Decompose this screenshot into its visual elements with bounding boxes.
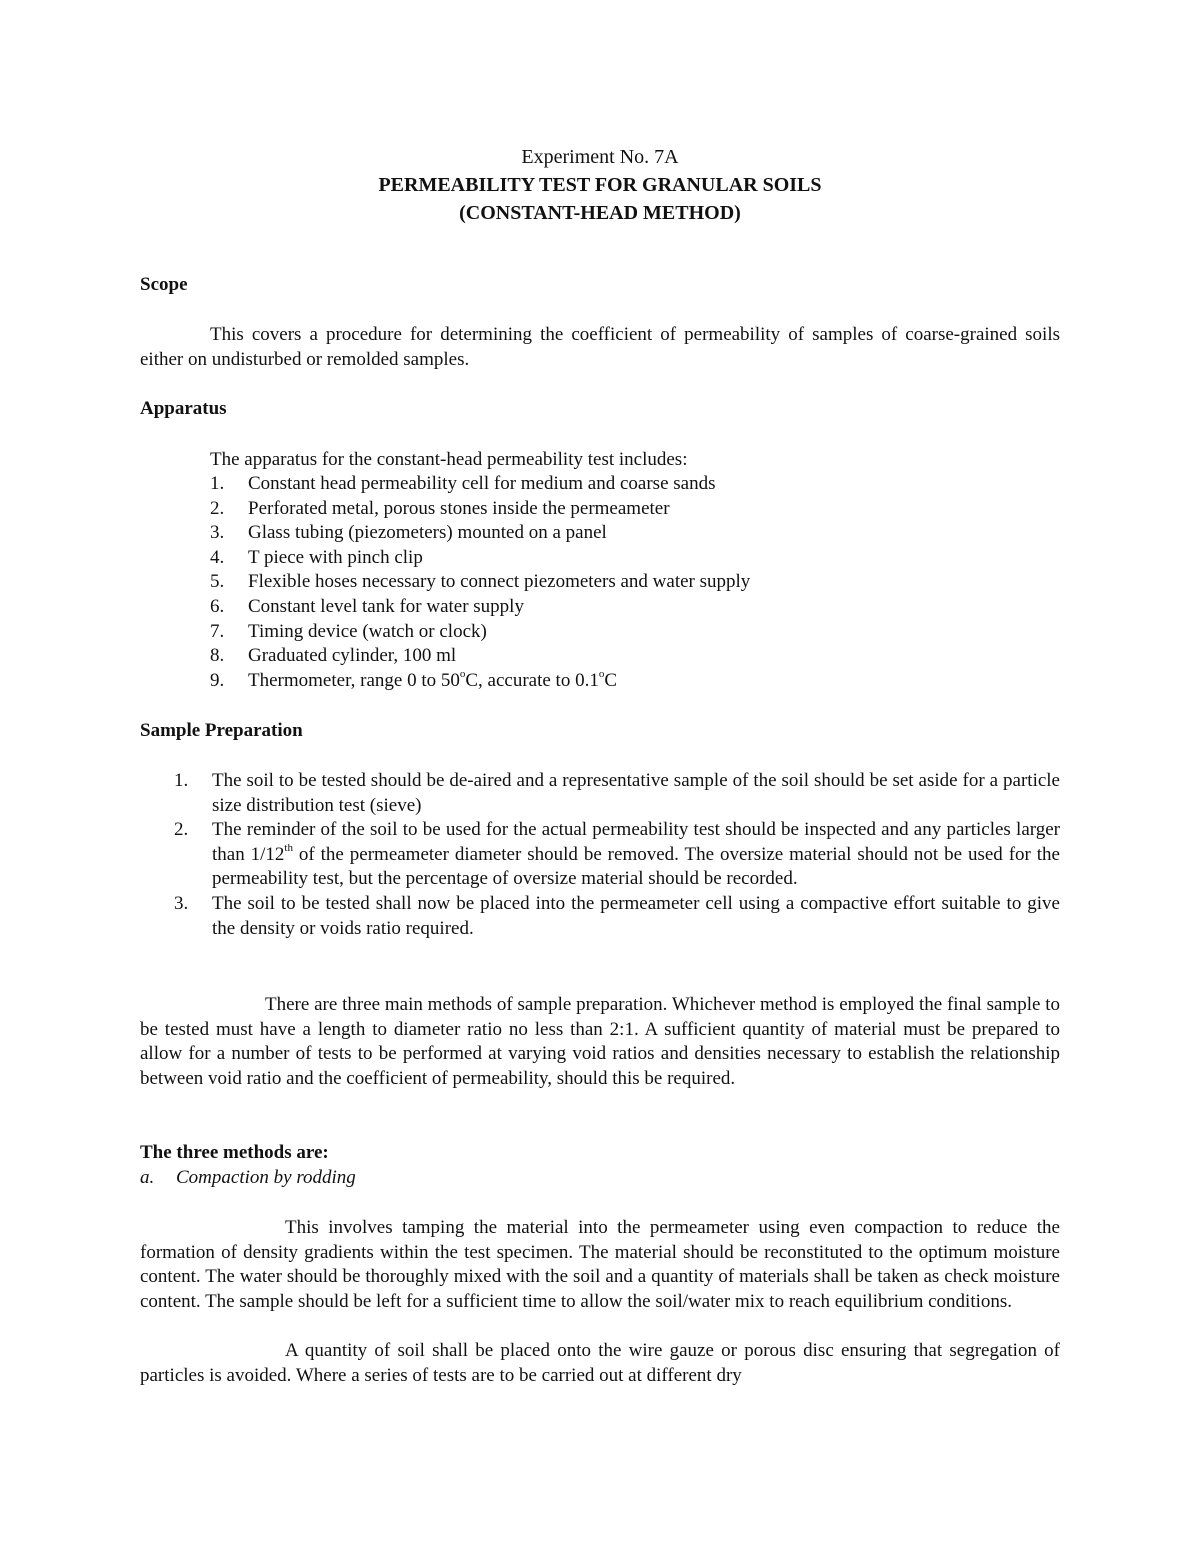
scope-heading: Scope [140,274,188,295]
list-item: 1. The soil to be tested should be de-aired and a representative sample of the soil should be set aside for a particle size distribution test (sieve) [174,770,1060,816]
list-item: 4. T piece with pinch clip [210,546,423,568]
apparatus-list [140,472,1060,693]
title-block [140,143,1060,227]
list-item: 5. Flexible hoses necessary to connect piezometers and water supply [210,571,751,593]
sample-preparation-heading: Sample Preparation [140,720,303,741]
list-item: 2. The reminder of the soil to be used for the actual permeability test should be inspected and any particles larger than 1/12th of the permeameter diameter should be removed. The oversize material should not be used for the permeability test, but the percentage of oversize material should be recorded. [174,819,1060,890]
document-subtitle: (CONSTANT-HEAD METHOD) [459,202,741,224]
experiment-number: Experiment No. 7A [521,146,679,168]
apparatus-intro: The apparatus for the constant-head permeability test includes: [210,449,688,470]
rodding-paragraph-2: A quantity of soil shall be placed onto the wire gauze or porous disc ensuring that segregation of particles is avoided. Where a series of tests are to be carried out at different dry [140,1340,1060,1386]
method-a-title: a. Compaction by rodding [140,1167,356,1188]
list-item: 1. Constant head permeability cell for medium and coarse sands [210,473,716,494]
list-item: 6. Constant level tank for water supply [210,595,524,617]
list-item: 8. Graduated cylinder, 100 ml [210,645,457,667]
three-methods-heading: The three methods are: [140,1142,329,1163]
list-item: 2. Perforated metal, porous stones inside the permeameter [210,497,670,519]
scope-paragraph: This covers a procedure for determining the coefficient of permeability of samples of coarse-grained soils either on undisturbed or remolded samples. [140,324,1060,370]
list-item: 3. The soil to be tested shall now be placed into the permeameter cell using a compactive effort suitable to give the density or voids ratio required. [174,892,1060,939]
sample-preparation-list [140,769,1060,941]
sample-preparation-paragraph: There are three main methods of sample preparation. Whichever method is employed the final sample to be tested must have a length to diameter ratio no less than 2:1. A sufficient quantity of material must be prepared to allow for a number of tests to be performed at varying void ratios and densities necessary to establish the relationship between void ratio and the coefficient of permeability, should this be required. [140,994,1060,1089]
list-item: 7. Timing device (watch or clock) [210,620,487,642]
list-item: 3. Glass tubing (piezometers) mounted on a panel [210,522,607,544]
apparatus-heading: Apparatus [140,398,227,419]
list-item: 9. Thermometer, range 0 to 50$^o$C, accurate to 0.1$^o$C [210,668,618,691]
rodding-paragraph-1: This involves tamping the material into the permeameter using even compaction to reduce the formation of density gradients within the test specimen. The material should be reconstituted to the optimum moisture content. The water should be thoroughly mixed with the soil and a quantity of materials shall be taken as check moisture content. The sample should be left for a sufficient time to allow the soil/water mix to reach equilibrium conditions. [140,1217,1060,1312]
document-title: PERMEABILITY TEST FOR GRANULAR SOILS [378,174,822,196]
